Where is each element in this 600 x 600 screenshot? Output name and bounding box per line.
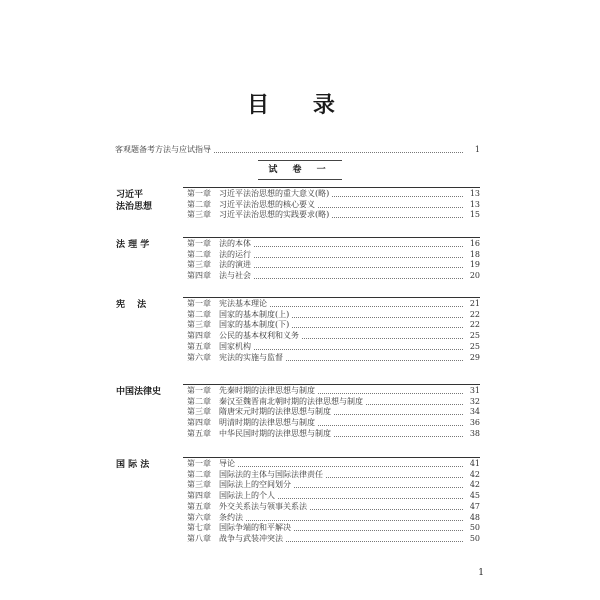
toc-entry[interactable] <box>187 310 480 320</box>
chapter-title: 国际争端的和平解决 <box>219 523 291 533</box>
guide-title: 客观题备考方法与应试指导 <box>115 145 211 154</box>
leader-dots <box>270 306 463 307</box>
chapter-number: 第三章 <box>187 320 211 330</box>
guide-page: 1 <box>474 145 480 154</box>
page-ref: 18 <box>469 249 480 259</box>
page-ref: 22 <box>469 309 480 319</box>
chapter-title: 法与社会 <box>219 271 251 281</box>
page-ref: 34 <box>469 407 480 417</box>
chapter-number: 第七章 <box>187 523 211 533</box>
chapter-title: 导论 <box>219 459 235 468</box>
chapter-number: 第三章 <box>187 260 211 270</box>
leader-dots <box>310 509 463 510</box>
toc-entry[interactable] <box>187 491 480 501</box>
chapter-title: 宪法基本理论 <box>219 299 267 308</box>
page-ref: 21 <box>469 299 480 308</box>
page-ref: 41 <box>469 459 480 468</box>
page-ref: 22 <box>469 320 480 330</box>
toc-entry[interactable] <box>187 331 480 341</box>
chapter-title: 战争与武装冲突法 <box>219 533 283 543</box>
page-ref: 47 <box>469 501 480 511</box>
toc-entry[interactable] <box>187 534 480 544</box>
chapter-number: 第四章 <box>187 418 211 428</box>
chapter-number: 第一章 <box>187 386 211 395</box>
section-label: 国 际 法 <box>116 460 150 470</box>
leader-dots <box>246 520 463 521</box>
page-ref: 42 <box>469 469 480 479</box>
toc-entry[interactable] <box>187 299 480 309</box>
page-ref: 15 <box>469 210 480 220</box>
toc-entry[interactable] <box>187 418 480 428</box>
toc-entry[interactable] <box>187 386 480 396</box>
chapter-number: 第五章 <box>187 501 211 511</box>
chapter-title: 法的演进 <box>219 260 251 270</box>
chapter-title: 习近平法治思想的实践要求(略) <box>219 210 330 220</box>
leader-dots <box>254 349 463 350</box>
guide-entry[interactable] <box>115 145 480 155</box>
page-number: 1 <box>478 568 484 578</box>
leader-dots <box>254 278 463 279</box>
leader-dots <box>334 414 463 415</box>
chapter-number: 第二章 <box>187 249 211 259</box>
toc-entry[interactable] <box>187 342 480 352</box>
page-ref: 38 <box>469 428 480 438</box>
toc-entry[interactable] <box>187 429 480 439</box>
chapter-title: 中华民国时期的法律思想与制度 <box>219 428 331 438</box>
chapter-number: 第三章 <box>187 480 211 490</box>
toc-entry[interactable] <box>187 407 480 417</box>
leader-dots <box>318 425 463 426</box>
chapter-number: 第六章 <box>187 512 211 522</box>
leader-dots <box>286 541 463 542</box>
chapter-title: 国际法上的空间划分 <box>219 480 291 490</box>
chapter-title: 条约法 <box>219 512 243 522</box>
chapter-number: 第四章 <box>187 491 211 501</box>
toc-entry[interactable] <box>187 397 480 407</box>
chapter-number: 第八章 <box>187 533 211 543</box>
chapter-number: 第三章 <box>187 407 211 417</box>
toc-entry[interactable] <box>187 502 480 512</box>
chapter-number: 第二章 <box>187 396 211 406</box>
section-label: 法 理 学 <box>116 240 150 250</box>
leader-dots <box>302 338 463 339</box>
chapter-title: 秦汉至魏晋南北朝时期的法律思想与制度 <box>219 396 363 406</box>
chapter-number: 第四章 <box>187 331 211 341</box>
chapter-title: 国际法的主体与国际法律责任 <box>219 469 323 479</box>
volume-heading: 试 卷 一 <box>258 160 342 180</box>
leader-dots <box>318 207 463 208</box>
toc-entry[interactable] <box>187 459 480 469</box>
chapter-title: 隋唐宋元时期的法律思想与制度 <box>219 407 331 417</box>
toc-entry[interactable] <box>187 320 480 330</box>
chapter-number: 第二章 <box>187 469 211 479</box>
page-ref: 20 <box>469 271 480 281</box>
page-ref: 42 <box>469 480 480 490</box>
page-ref: 48 <box>469 512 480 522</box>
chapter-number: 第三章 <box>187 210 211 220</box>
leader-dots <box>334 436 463 437</box>
leader-dots <box>292 317 463 318</box>
leader-dots <box>318 393 463 394</box>
chapter-title: 国际法上的个人 <box>219 491 275 501</box>
section-rule <box>183 457 480 458</box>
page-ref: 36 <box>469 418 480 428</box>
chapter-title: 国家机构 <box>219 341 251 351</box>
toc-entry[interactable] <box>187 513 480 523</box>
leader-dots <box>366 404 463 405</box>
page-ref: 29 <box>469 352 480 362</box>
chapter-number: 第五章 <box>187 428 211 438</box>
leader-dots <box>214 152 463 153</box>
chapter-title: 习近平法治思想的核心要义 <box>219 199 315 209</box>
page-ref: 16 <box>469 239 480 248</box>
chapter-number: 第一章 <box>187 459 211 468</box>
section-rule <box>183 237 480 238</box>
page-ref: 25 <box>469 331 480 341</box>
chapter-title: 国家的基本制度(下) <box>219 320 290 330</box>
toc-entry[interactable] <box>187 271 480 281</box>
leader-dots <box>332 196 463 197</box>
page-ref: 13 <box>469 199 480 209</box>
leader-dots <box>254 246 463 247</box>
chapter-title: 宪法的实施与监督 <box>219 352 283 362</box>
chapter-title: 明清时期的法律思想与制度 <box>219 418 315 428</box>
leader-dots <box>254 257 463 258</box>
chapter-number: 第六章 <box>187 352 211 362</box>
page-ref: 19 <box>469 260 480 270</box>
chapter-number: 第四章 <box>187 271 211 281</box>
toc-entry[interactable] <box>187 523 480 533</box>
page-ref: 45 <box>469 491 480 501</box>
toc-entry[interactable] <box>187 189 480 199</box>
page-ref: 25 <box>469 341 480 351</box>
chapter-title: 外交关系法与领事关系法 <box>219 501 307 511</box>
section-label: 习近平 法治思想 <box>116 190 153 212</box>
toc-entry[interactable] <box>187 250 480 260</box>
leader-dots <box>332 217 463 218</box>
toc-entry[interactable] <box>187 260 480 270</box>
chapter-number: 第二章 <box>187 199 211 209</box>
chapter-title: 法的运行 <box>219 249 251 259</box>
chapter-number: 第一章 <box>187 299 211 308</box>
leader-dots <box>326 477 463 478</box>
toc-entry[interactable] <box>187 353 480 363</box>
toc-entry[interactable] <box>187 239 480 249</box>
toc-entry[interactable] <box>187 210 480 220</box>
section-rule <box>183 187 480 188</box>
toc-entry[interactable] <box>187 200 480 210</box>
page-ref: 32 <box>469 396 480 406</box>
chapter-title: 先秦时期的法律思想与制度 <box>219 386 315 395</box>
leader-dots <box>292 327 463 328</box>
chapter-title: 公民的基本权利和义务 <box>219 331 299 341</box>
page-ref: 50 <box>469 523 480 533</box>
section-rule <box>183 297 480 298</box>
page-ref: 50 <box>469 533 480 543</box>
chapter-title: 国家的基本制度(上) <box>219 309 290 319</box>
chapter-number: 第五章 <box>187 341 211 351</box>
page-title: 目 录 <box>247 92 353 118</box>
leader-dots <box>294 530 463 531</box>
section-rule <box>183 384 480 385</box>
leader-dots <box>278 498 463 499</box>
leader-dots <box>294 487 463 488</box>
chapter-number: 第二章 <box>187 309 211 319</box>
chapter-number: 第一章 <box>187 189 211 198</box>
chapter-title: 习近平法治思想的重大意义(略) <box>219 189 330 198</box>
toc-entry[interactable] <box>187 480 480 490</box>
chapter-number: 第一章 <box>187 239 211 248</box>
leader-dots <box>254 267 463 268</box>
leader-dots <box>238 466 463 467</box>
toc-entry[interactable] <box>187 470 480 480</box>
page-ref: 13 <box>469 189 480 198</box>
page-ref: 31 <box>469 386 480 395</box>
section-label: 中国法律史 <box>116 387 162 397</box>
section-label: 宪 法 <box>116 300 147 310</box>
chapter-title: 法的本体 <box>219 239 251 248</box>
leader-dots <box>286 360 463 361</box>
